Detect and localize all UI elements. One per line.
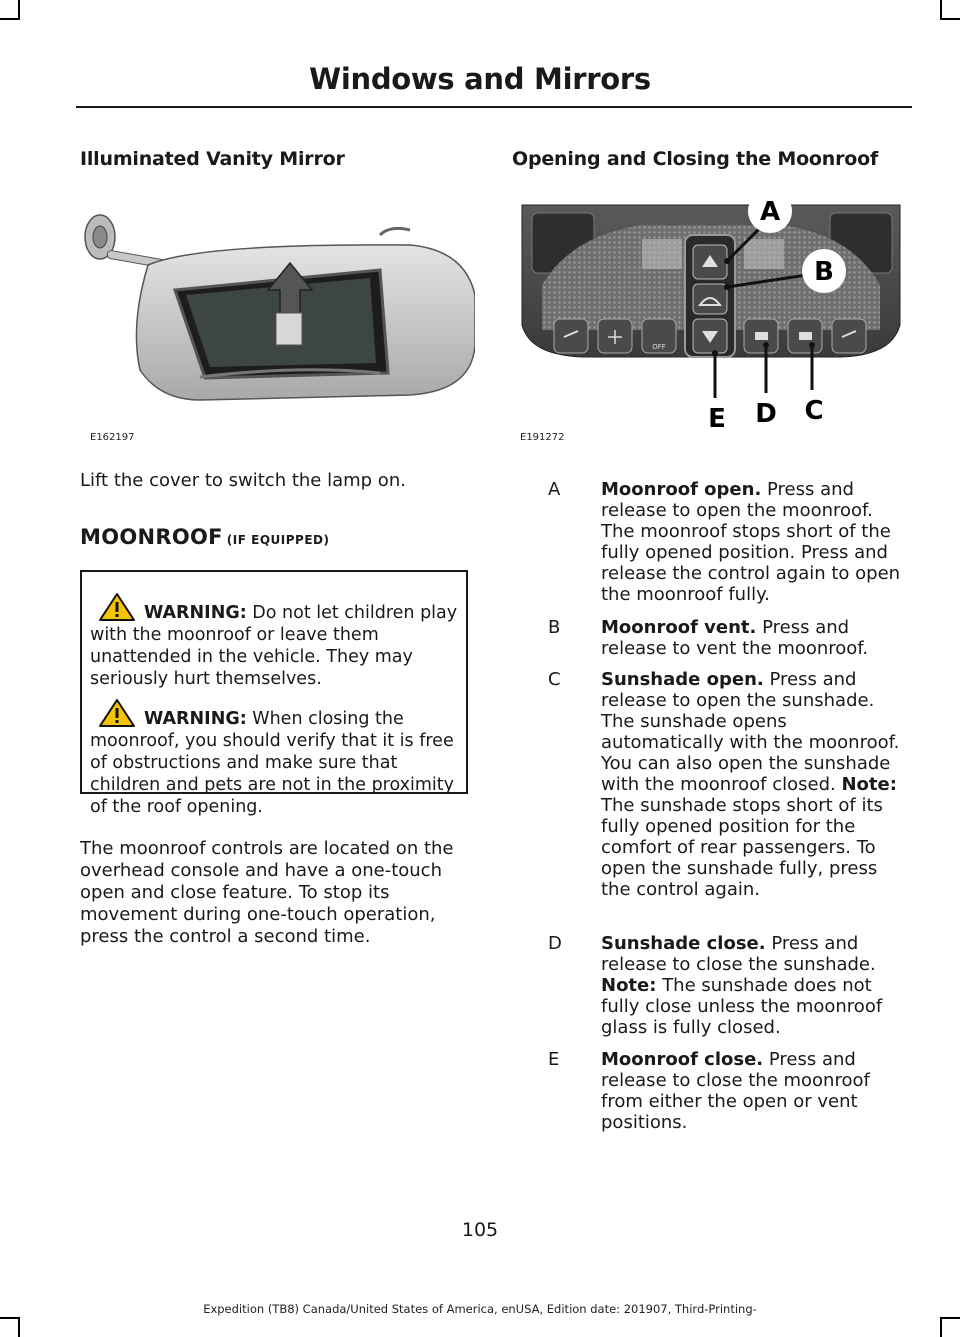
figure-code: E162197 xyxy=(90,432,135,443)
warning-body: When closing the moonroof, you should verify that it is free of obstructions and make sure that children and pets are not in the proximity of the roof opening. xyxy=(90,709,454,817)
legend-letter: C xyxy=(548,669,561,690)
crop-mark xyxy=(940,0,942,20)
warning-box xyxy=(80,570,468,817)
vanity-mirror-heading: Illuminated Vanity Mirror xyxy=(80,148,345,170)
header-rule xyxy=(76,106,912,108)
legend-text xyxy=(601,617,907,659)
legend-title: Sunshade open. xyxy=(601,669,764,690)
moonroof-controls-heading: Opening and Closing the Moonroof xyxy=(512,148,879,170)
warning-label: WARNING: xyxy=(144,709,247,729)
warning-1 xyxy=(90,602,468,690)
sun-visor-illustration xyxy=(80,195,475,445)
legend-text xyxy=(601,669,907,900)
legend-body: Press and release to close the sunshade. xyxy=(601,933,876,975)
legend-text xyxy=(601,479,907,605)
legend-body: Press and release to open the moonroof. The moonroof stops short of the fully opened position. Press and release the control again to open the moonroof fully. xyxy=(601,479,901,605)
warning-label: WARNING: xyxy=(144,603,247,623)
callout-b: B xyxy=(814,257,834,287)
callout-a: A xyxy=(759,197,781,227)
callout-d: D xyxy=(755,399,777,429)
legend-title: Moonroof open. xyxy=(601,479,762,500)
legend-title: Sunshade close. xyxy=(601,933,766,954)
legend-letter: B xyxy=(548,617,561,638)
switch-off-label: OFF xyxy=(652,343,666,351)
vanity-text: Lift the cover to switch the lamp on. xyxy=(80,470,406,491)
warning-triangle-icon xyxy=(98,698,136,728)
figure-code: E191272 xyxy=(520,432,565,443)
legend-body: Press and release to close the moonroof from either the open or vent positions. xyxy=(601,1049,870,1133)
moonroof-heading-text: MOONROOF xyxy=(80,525,223,549)
warning-2 xyxy=(90,708,468,818)
legend-letter: D xyxy=(548,933,562,954)
note-text: The sunshade does not fully close unless the moonroof glass is fully closed. xyxy=(601,975,883,1038)
warning-triangle-icon xyxy=(98,592,136,622)
crop-mark xyxy=(0,18,20,20)
note-label: Note: xyxy=(601,975,657,996)
footer-text: Expedition (TB8) Canada/United States of America, enUSA, Edition date: 201907, Third-Printing- xyxy=(203,1302,757,1316)
warning-body: Do not let children play with the moonroof or leave them unattended in the vehicle. They may seriously hurt themselves. xyxy=(90,603,458,689)
crop-mark xyxy=(940,18,960,20)
callout-c: C xyxy=(804,396,824,426)
crop-mark xyxy=(0,1317,20,1319)
legend-title: Moonroof close. xyxy=(601,1049,764,1070)
legend-letter: A xyxy=(548,479,561,500)
warning-2-text xyxy=(90,708,468,818)
legend-text xyxy=(601,933,907,1038)
section-title: Windows and Mirrors xyxy=(309,62,651,96)
legend-text xyxy=(601,1049,907,1133)
page-number: 105 xyxy=(461,1219,499,1241)
crop-mark xyxy=(940,1317,960,1319)
moonroof-controls-figure xyxy=(512,195,910,435)
moonroof-heading xyxy=(80,525,329,549)
vanity-mirror-figure xyxy=(80,195,475,445)
crop-mark xyxy=(18,0,20,20)
moonroof-intro-text: The moonroof controls are located on the overhead console and have a one-touch open and close feature. To stop its movement during one-touch operation, press the control a second time. xyxy=(80,838,454,947)
legend-body: Press and release to open the sunshade. The sunshade opens automatically with the moonroof. You can also open the sunshade with the moonroof closed. xyxy=(601,669,900,795)
crop-mark xyxy=(18,1317,20,1337)
legend-body: Press and release to vent the moonroof. xyxy=(601,617,869,659)
overhead-console-illustration xyxy=(512,195,910,435)
legend-title: Moonroof vent. xyxy=(601,617,757,638)
warning-1-text xyxy=(90,602,468,690)
legend-letter: E xyxy=(548,1049,560,1070)
note-label: Note: xyxy=(841,774,897,795)
crop-mark xyxy=(940,1317,942,1337)
note-text: The sunshade stops short of its fully opened position for the comfort of rear passengers. To open the sunshade fully, press the control again. xyxy=(601,795,883,900)
moonroof-heading-note: (IF EQUIPPED) xyxy=(226,533,330,547)
callout-e: E xyxy=(708,404,726,434)
